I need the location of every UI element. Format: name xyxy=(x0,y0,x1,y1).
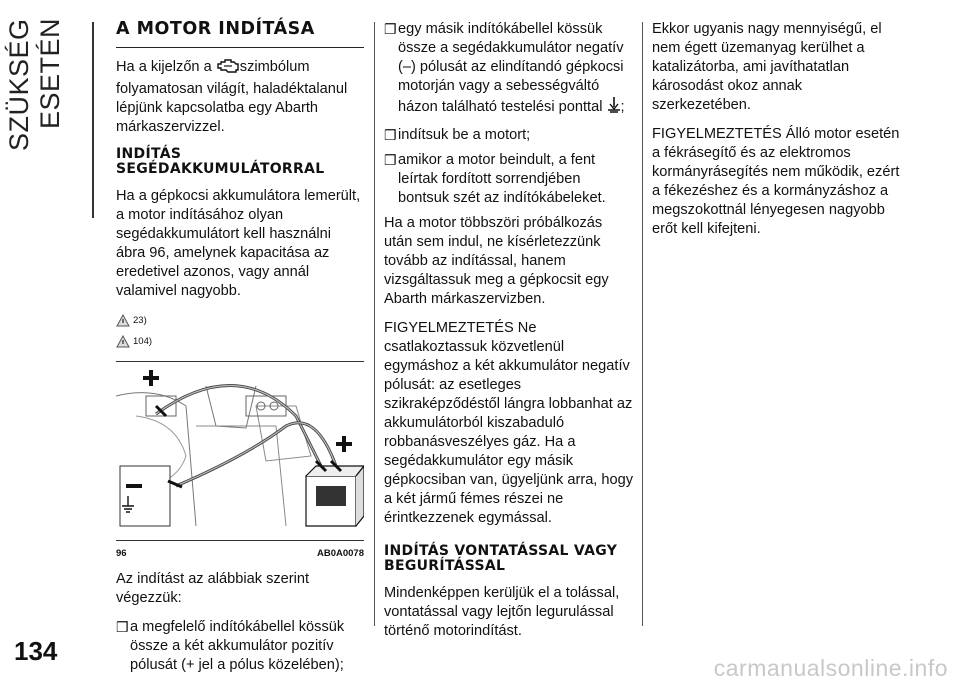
procedure-intro: Az indítást az alábbiak szerint végezzük: xyxy=(116,571,310,606)
list-item: ❒ amikor a motor beindult, a fent leírtak fordított sorrendjében bontsuk szét az indítókábeleket. xyxy=(384,152,606,206)
column-divider xyxy=(374,22,375,626)
section-side-title xyxy=(4,18,84,218)
warning-paragraph: FIGYELMEZTETÉS Ne csatlakoztassuk közvetlenül egymáshoz a két akkumulátor negatív pólusát: az esetleges szikraképződéstől lángra lobbanhat az akkumulátorból kiszabaduló robbanásveszélyes gáz. Ha a segédakkumulátor egy másik gépkocsiban van, ügyeljünk arra, hogy a két jármű fémes részei ne érintkezzenek egymással. xyxy=(384,320,634,526)
subsection-title: INDÍTÁS SEGÉDAKKUMULÁTORRAL xyxy=(116,146,325,177)
catalyst-paragraph: Ekkor ugyanis nagy mennyiségű, el nem égett üzemanyag kerülhet a katalizátorba, ami javíthatatlan károsodást okoz annak szerkezetében. xyxy=(652,21,882,113)
battery-paragraph: Ha a gépkocsi akkumulátora lemerült, a motor indításához olyan segédakkumulátort kell használni ábra 96, amelynek kapacitása az eredetivel azonos, vagy annál valamivel nagyobb. xyxy=(116,188,361,299)
intro-paragraph: Ha a kijelzőn a szimbólum folyamatosan világít, haladéktalanul lépjünk kapcsolatba egy Abarth márkaszervizzel. xyxy=(116,59,348,135)
towing-paragraph: Mindenképpen kerüljük el a tolással, vontatással vagy lejtőn legurulással történő motorindítást. xyxy=(384,585,620,639)
column-1 xyxy=(116,20,364,681)
engine-warning-icon xyxy=(216,58,240,80)
list-item: ❒ a megfelelő indítókábellel kössük össze a két akkumulátor pozitív pólusát (+ jel a pólus közelében); xyxy=(116,619,345,673)
warning-triangle-icon xyxy=(116,335,130,348)
jump-start-illustration xyxy=(116,366,364,538)
side-rule xyxy=(92,22,94,218)
warning-ref-2: 104) xyxy=(116,332,364,351)
ground-icon xyxy=(607,96,621,120)
retry-paragraph: Ha a motor többszöri próbálkozás után sem indul, ne kísérletezzünk tovább az indítással, hanem vizsgáltassuk meg a gépkocsit egy Abarth márkaszervizben. xyxy=(384,215,609,307)
figure-caption xyxy=(116,540,364,563)
checkbox-bullet: ❒ xyxy=(116,619,129,635)
warning-ref-1: 23) xyxy=(116,311,364,330)
subsection-title: INDÍTÁS VONTATÁSSAL VAGY BEGURÍTÁSSAL xyxy=(384,543,618,574)
column-2 xyxy=(384,20,634,651)
figure-jumper-cables xyxy=(116,361,364,558)
warning-triangle-icon xyxy=(116,314,130,327)
brake-warning-paragraph: FIGYELMEZTETÉS Álló motor esetén a fékrásegítő és az elektromos kormányrásegítés nem működik, ezért a fékezéshez és a kormányzáshoz a megszokottnál lényegesen nagyobb erőt kell kifejteni. xyxy=(652,126,900,237)
column-divider xyxy=(642,22,643,626)
watermark: carmanualsonline.info xyxy=(713,655,948,681)
figure-code: AB0A0078 xyxy=(317,548,364,559)
page-number: 134 xyxy=(14,636,58,666)
checkbox-bullet: ❒ xyxy=(384,127,397,143)
list-item: ❒ egy másik indítókábellel kössük össze a segédakkumulátor negatív (–) pólusát az elindítandó gépkocsi motorján vagy a sebességváltó házon található testelési ponttal ; xyxy=(384,20,634,120)
section-title: A MOTOR INDÍTÁSA xyxy=(116,20,364,48)
checkbox-bullet: ❒ xyxy=(384,152,397,168)
checkbox-bullet: ❒ xyxy=(384,21,397,37)
list-item: ❒ indítsuk be a motort; xyxy=(384,127,531,143)
figure-number: 96 xyxy=(116,548,127,559)
side-title-text: SZÜKSÉG ESETÉN xyxy=(4,18,65,151)
column-3 xyxy=(652,20,902,249)
